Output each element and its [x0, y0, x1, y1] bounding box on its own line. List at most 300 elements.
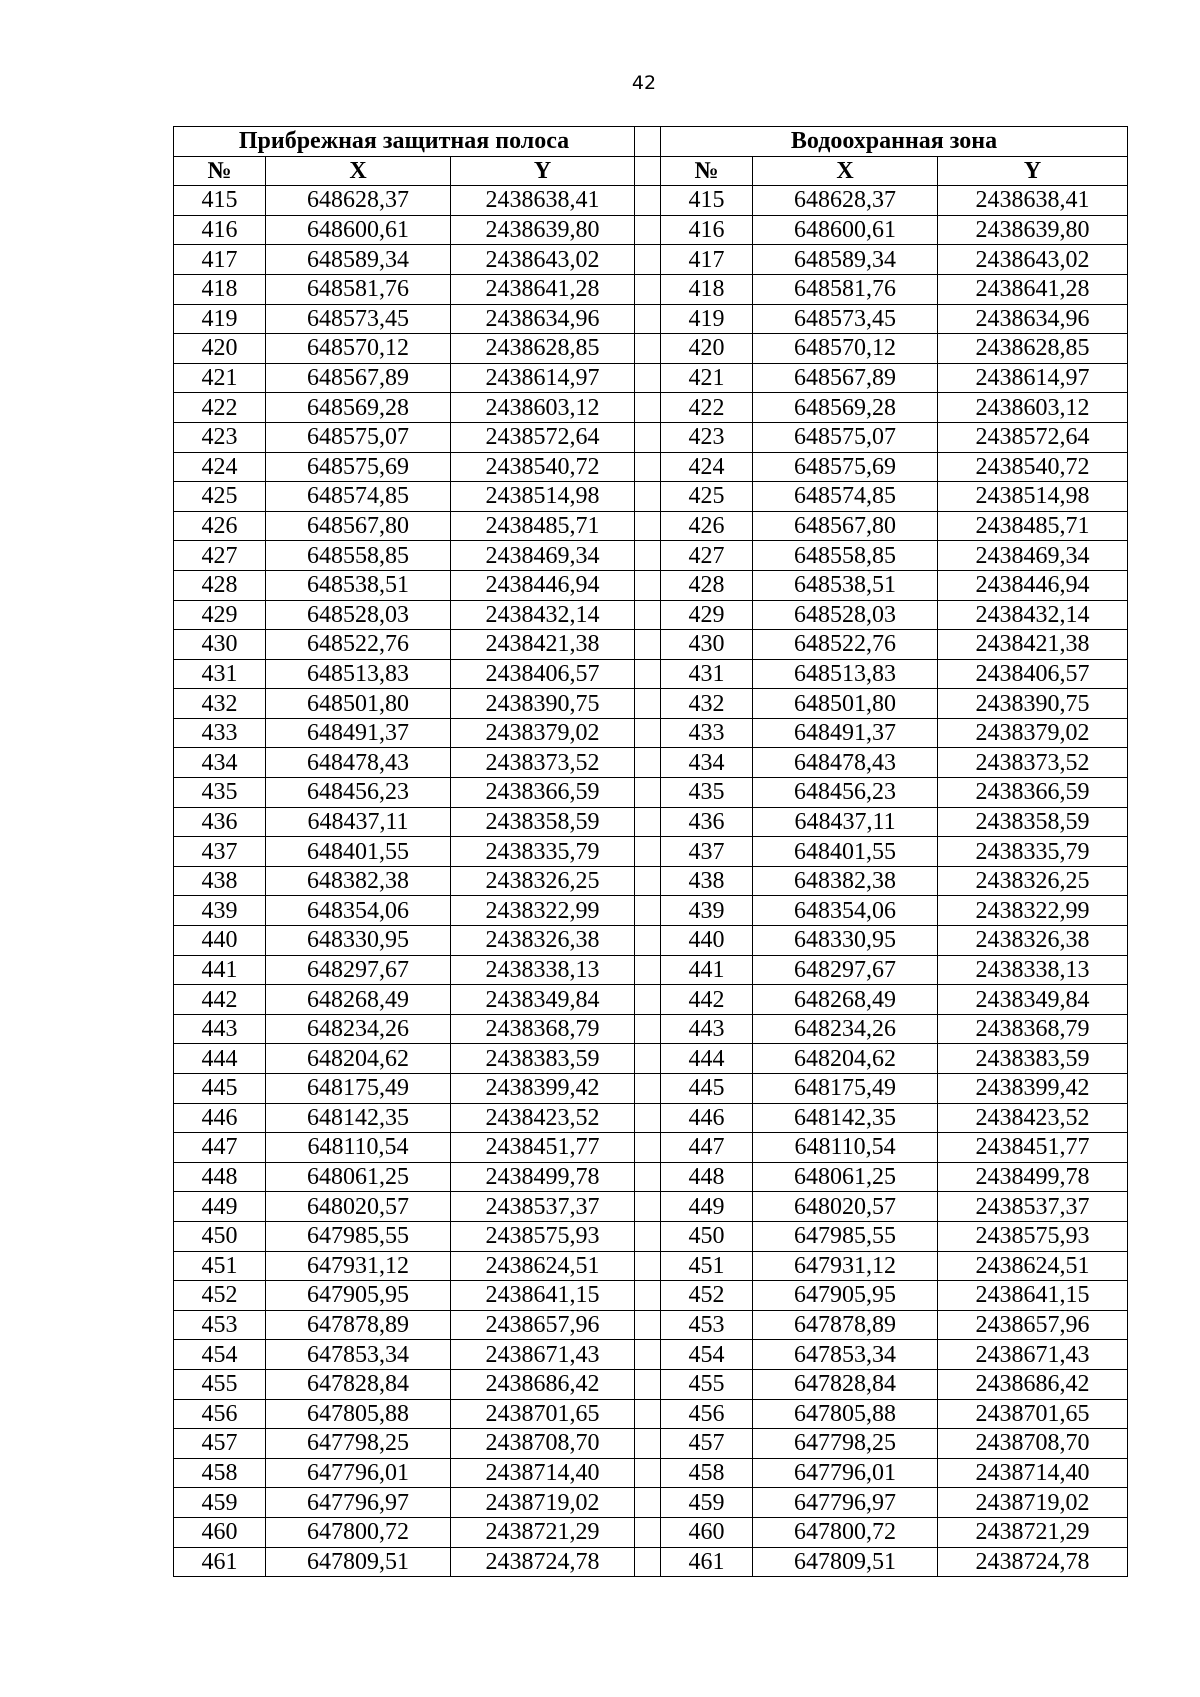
left-y-value: 2438628,85	[451, 334, 635, 364]
left-y-value: 2438423,52	[451, 1103, 635, 1133]
left-x-value: 647796,01	[266, 1458, 451, 1488]
left-point-number: 422	[174, 393, 266, 423]
left-x-value: 648297,67	[266, 955, 451, 985]
coordinates-table	[173, 126, 1128, 1577]
right-point-number: 446	[661, 1103, 753, 1133]
left-y-value: 2438383,59	[451, 1044, 635, 1074]
table-row	[174, 1369, 1128, 1399]
right-x-value: 648268,49	[753, 985, 938, 1015]
left-x-header: X	[266, 156, 451, 186]
column-gap	[635, 600, 661, 630]
left-y-value: 2438638,41	[451, 186, 635, 216]
left-y-value: 2438379,02	[451, 718, 635, 748]
left-y-value: 2438469,34	[451, 541, 635, 571]
left-y-value: 2438432,14	[451, 600, 635, 630]
left-x-value: 648501,80	[266, 689, 451, 719]
column-gap	[635, 807, 661, 837]
column-gap	[635, 570, 661, 600]
column-gap	[635, 1458, 661, 1488]
right-x-value: 647800,72	[753, 1517, 938, 1547]
left-point-number: 452	[174, 1281, 266, 1311]
right-x-value: 648574,85	[753, 482, 938, 512]
right-x-value: 648570,12	[753, 334, 938, 364]
right-point-number: 458	[661, 1458, 753, 1488]
right-y-value: 2438338,13	[938, 955, 1128, 985]
left-point-number: 449	[174, 1192, 266, 1222]
right-point-number: 460	[661, 1517, 753, 1547]
right-y-value: 2438368,79	[938, 1014, 1128, 1044]
right-y-value: 2438349,84	[938, 985, 1128, 1015]
left-y-value: 2438399,42	[451, 1074, 635, 1104]
water-protection-zone-title: Водоохранная зона	[661, 127, 1128, 157]
right-x-value: 648456,23	[753, 778, 938, 808]
left-x-value: 647985,55	[266, 1221, 451, 1251]
left-y-value: 2438719,02	[451, 1488, 635, 1518]
left-y-value: 2438634,96	[451, 304, 635, 334]
right-x-value: 647828,84	[753, 1369, 938, 1399]
column-gap	[635, 985, 661, 1015]
column-gap	[635, 127, 661, 157]
right-point-number: 455	[661, 1369, 753, 1399]
column-gap	[635, 482, 661, 512]
left-x-value: 648330,95	[266, 926, 451, 956]
left-y-value: 2438639,80	[451, 215, 635, 245]
left-point-number: 430	[174, 630, 266, 660]
column-gap	[635, 659, 661, 689]
left-x-value: 648456,23	[266, 778, 451, 808]
right-y-value: 2438628,85	[938, 334, 1128, 364]
right-y-value: 2438639,80	[938, 215, 1128, 245]
right-x-value: 647809,51	[753, 1547, 938, 1577]
right-y-value: 2438390,75	[938, 689, 1128, 719]
left-x-value: 648570,12	[266, 334, 451, 364]
right-y-value: 2438322,99	[938, 896, 1128, 926]
right-point-number: 461	[661, 1547, 753, 1577]
right-y-value: 2438721,29	[938, 1517, 1128, 1547]
left-point-number: 420	[174, 334, 266, 364]
left-y-value: 2438714,40	[451, 1458, 635, 1488]
table-row	[174, 689, 1128, 719]
right-x-header: X	[753, 156, 938, 186]
right-x-value: 647796,01	[753, 1458, 938, 1488]
right-x-value: 648401,55	[753, 837, 938, 867]
left-x-value: 647798,25	[266, 1429, 451, 1459]
right-x-value: 647805,88	[753, 1399, 938, 1429]
right-point-number: 438	[661, 866, 753, 896]
left-x-value: 647828,84	[266, 1369, 451, 1399]
right-x-value: 648234,26	[753, 1014, 938, 1044]
column-gap	[635, 955, 661, 985]
left-point-number: 461	[174, 1547, 266, 1577]
table-row	[174, 304, 1128, 334]
left-point-number: 428	[174, 570, 266, 600]
table-row	[174, 422, 1128, 452]
right-x-value: 648297,67	[753, 955, 938, 985]
right-y-value: 2438399,42	[938, 1074, 1128, 1104]
left-point-number: 424	[174, 452, 266, 482]
left-x-value: 647796,97	[266, 1488, 451, 1518]
column-gap	[635, 304, 661, 334]
right-y-value: 2438537,37	[938, 1192, 1128, 1222]
left-point-number: 421	[174, 363, 266, 393]
left-x-value: 648061,25	[266, 1162, 451, 1192]
right-y-value: 2438701,65	[938, 1399, 1128, 1429]
right-point-number: 447	[661, 1133, 753, 1163]
left-point-number: 444	[174, 1044, 266, 1074]
table-row	[174, 1044, 1128, 1074]
left-x-value: 648401,55	[266, 837, 451, 867]
left-x-value: 648478,43	[266, 748, 451, 778]
right-point-number: 434	[661, 748, 753, 778]
right-y-value: 2438421,38	[938, 630, 1128, 660]
left-x-value: 648569,28	[266, 393, 451, 423]
right-point-number: 436	[661, 807, 753, 837]
table-row	[174, 452, 1128, 482]
table-row	[174, 1517, 1128, 1547]
column-gap	[635, 748, 661, 778]
column-gap	[635, 1014, 661, 1044]
table-row	[174, 482, 1128, 512]
right-point-number: 454	[661, 1340, 753, 1370]
table-row	[174, 985, 1128, 1015]
right-point-number: 425	[661, 482, 753, 512]
right-point-number: 440	[661, 926, 753, 956]
left-num-header: №	[174, 156, 266, 186]
column-gap	[635, 215, 661, 245]
right-point-number: 443	[661, 1014, 753, 1044]
column-gap	[635, 1340, 661, 1370]
left-y-value: 2438406,57	[451, 659, 635, 689]
right-point-number: 430	[661, 630, 753, 660]
column-gap	[635, 541, 661, 571]
right-y-value: 2438335,79	[938, 837, 1128, 867]
right-y-value: 2438643,02	[938, 245, 1128, 275]
right-x-value: 648354,06	[753, 896, 938, 926]
column-gap	[635, 1044, 661, 1074]
right-point-number: 418	[661, 274, 753, 304]
left-x-value: 648600,61	[266, 215, 451, 245]
right-x-value: 648437,11	[753, 807, 938, 837]
right-point-number: 450	[661, 1221, 753, 1251]
right-x-value: 648575,07	[753, 422, 938, 452]
right-point-number: 419	[661, 304, 753, 334]
right-point-number: 449	[661, 1192, 753, 1222]
column-gap	[635, 1429, 661, 1459]
left-y-value: 2438721,29	[451, 1517, 635, 1547]
left-y-value: 2438724,78	[451, 1547, 635, 1577]
right-x-value: 647985,55	[753, 1221, 938, 1251]
left-point-number: 448	[174, 1162, 266, 1192]
column-gap	[635, 393, 661, 423]
left-y-value: 2438349,84	[451, 985, 635, 1015]
left-point-number: 450	[174, 1221, 266, 1251]
table-row	[174, 1162, 1128, 1192]
left-y-value: 2438701,65	[451, 1399, 635, 1429]
left-y-value: 2438485,71	[451, 511, 635, 541]
right-point-number: 457	[661, 1429, 753, 1459]
left-x-value: 648437,11	[266, 807, 451, 837]
right-point-number: 423	[661, 422, 753, 452]
table-row	[174, 659, 1128, 689]
column-gap	[635, 452, 661, 482]
table-row	[174, 630, 1128, 660]
left-x-value: 648538,51	[266, 570, 451, 600]
right-point-number: 420	[661, 334, 753, 364]
column-gap	[635, 245, 661, 275]
left-x-value: 647809,51	[266, 1547, 451, 1577]
table-row	[174, 334, 1128, 364]
right-x-value: 648501,80	[753, 689, 938, 719]
right-y-value: 2438624,51	[938, 1251, 1128, 1281]
left-point-number: 417	[174, 245, 266, 275]
left-x-value: 648204,62	[266, 1044, 451, 1074]
table-row	[174, 1014, 1128, 1044]
right-y-value: 2438724,78	[938, 1547, 1128, 1577]
column-gap	[635, 866, 661, 896]
right-x-value: 648513,83	[753, 659, 938, 689]
left-y-value: 2438499,78	[451, 1162, 635, 1192]
column-gap	[635, 1547, 661, 1577]
left-y-value: 2438671,43	[451, 1340, 635, 1370]
table-row	[174, 1133, 1128, 1163]
right-y-value: 2438686,42	[938, 1369, 1128, 1399]
right-x-value: 648522,76	[753, 630, 938, 660]
left-x-value: 648491,37	[266, 718, 451, 748]
table-body	[174, 186, 1128, 1577]
table-title-row	[174, 127, 1128, 157]
table-row	[174, 896, 1128, 926]
right-y-value: 2438358,59	[938, 807, 1128, 837]
right-x-value: 648330,95	[753, 926, 938, 956]
left-x-value: 647805,88	[266, 1399, 451, 1429]
right-y-value: 2438641,15	[938, 1281, 1128, 1311]
right-y-value: 2438485,71	[938, 511, 1128, 541]
left-point-number: 439	[174, 896, 266, 926]
table-row	[174, 837, 1128, 867]
column-gap	[635, 1251, 661, 1281]
column-gap	[635, 1103, 661, 1133]
right-y-value: 2438540,72	[938, 452, 1128, 482]
left-point-number: 440	[174, 926, 266, 956]
left-x-value: 648268,49	[266, 985, 451, 1015]
right-x-value: 648061,25	[753, 1162, 938, 1192]
left-x-value: 648567,89	[266, 363, 451, 393]
right-x-value: 648175,49	[753, 1074, 938, 1104]
right-point-number: 448	[661, 1162, 753, 1192]
left-y-value: 2438572,64	[451, 422, 635, 452]
left-point-number: 455	[174, 1369, 266, 1399]
right-point-number: 424	[661, 452, 753, 482]
table-row	[174, 570, 1128, 600]
coastal-strip-title: Прибрежная защитная полоса	[174, 127, 635, 157]
left-y-value: 2438322,99	[451, 896, 635, 926]
right-y-value: 2438423,52	[938, 1103, 1128, 1133]
right-point-number: 437	[661, 837, 753, 867]
left-x-value: 648382,38	[266, 866, 451, 896]
left-y-header: Y	[451, 156, 635, 186]
right-point-number: 452	[661, 1281, 753, 1311]
column-gap	[635, 926, 661, 956]
column-gap	[635, 778, 661, 808]
table-row	[174, 1103, 1128, 1133]
table-row	[174, 1458, 1128, 1488]
right-y-value: 2438708,70	[938, 1429, 1128, 1459]
right-point-number: 421	[661, 363, 753, 393]
column-gap	[635, 1399, 661, 1429]
column-gap	[635, 422, 661, 452]
left-point-number: 457	[174, 1429, 266, 1459]
left-point-number: 456	[174, 1399, 266, 1429]
left-x-value: 647800,72	[266, 1517, 451, 1547]
right-point-number: 429	[661, 600, 753, 630]
left-x-value: 648234,26	[266, 1014, 451, 1044]
right-x-value: 647905,95	[753, 1281, 938, 1311]
column-gap	[635, 274, 661, 304]
table-row	[174, 718, 1128, 748]
right-point-number: 415	[661, 186, 753, 216]
left-x-value: 648581,76	[266, 274, 451, 304]
table-row	[174, 215, 1128, 245]
left-y-value: 2438326,25	[451, 866, 635, 896]
right-y-value: 2438499,78	[938, 1162, 1128, 1192]
column-gap	[635, 896, 661, 926]
right-x-value: 648567,89	[753, 363, 938, 393]
right-y-value: 2438638,41	[938, 186, 1128, 216]
right-y-value: 2438366,59	[938, 778, 1128, 808]
left-x-value: 648574,85	[266, 482, 451, 512]
left-point-number: 423	[174, 422, 266, 452]
table-row	[174, 600, 1128, 630]
left-x-value: 648110,54	[266, 1133, 451, 1163]
right-x-value: 648573,45	[753, 304, 938, 334]
left-point-number: 443	[174, 1014, 266, 1044]
left-x-value: 648020,57	[266, 1192, 451, 1222]
right-y-value: 2438514,98	[938, 482, 1128, 512]
column-gap	[635, 630, 661, 660]
right-y-value: 2438641,28	[938, 274, 1128, 304]
right-y-value: 2438432,14	[938, 600, 1128, 630]
table-row	[174, 1399, 1128, 1429]
left-x-value: 647878,89	[266, 1310, 451, 1340]
right-x-value: 648600,61	[753, 215, 938, 245]
left-x-value: 648628,37	[266, 186, 451, 216]
left-y-value: 2438358,59	[451, 807, 635, 837]
right-point-number: 433	[661, 718, 753, 748]
right-y-value: 2438714,40	[938, 1458, 1128, 1488]
right-x-value: 648569,28	[753, 393, 938, 423]
left-y-value: 2438326,38	[451, 926, 635, 956]
left-point-number: 425	[174, 482, 266, 512]
right-y-value: 2438634,96	[938, 304, 1128, 334]
table-row	[174, 393, 1128, 423]
left-point-number: 419	[174, 304, 266, 334]
right-point-number: 428	[661, 570, 753, 600]
right-y-value: 2438719,02	[938, 1488, 1128, 1518]
table-row	[174, 1547, 1128, 1577]
left-x-value: 647905,95	[266, 1281, 451, 1311]
column-gap	[635, 837, 661, 867]
right-x-value: 647853,34	[753, 1340, 938, 1370]
right-y-value: 2438671,43	[938, 1340, 1128, 1370]
right-x-value: 648628,37	[753, 186, 938, 216]
table-row	[174, 778, 1128, 808]
left-x-value: 648142,35	[266, 1103, 451, 1133]
left-x-value: 648354,06	[266, 896, 451, 926]
table-row	[174, 1251, 1128, 1281]
right-num-header: №	[661, 156, 753, 186]
right-x-value: 647798,25	[753, 1429, 938, 1459]
right-x-value: 648538,51	[753, 570, 938, 600]
table-row	[174, 1340, 1128, 1370]
right-x-value: 648478,43	[753, 748, 938, 778]
right-x-value: 648581,76	[753, 274, 938, 304]
left-point-number: 429	[174, 600, 266, 630]
right-point-number: 453	[661, 1310, 753, 1340]
left-point-number: 446	[174, 1103, 266, 1133]
right-point-number: 416	[661, 215, 753, 245]
right-y-value: 2438451,77	[938, 1133, 1128, 1163]
left-x-value: 648513,83	[266, 659, 451, 689]
table-row	[174, 245, 1128, 275]
left-y-value: 2438335,79	[451, 837, 635, 867]
left-point-number: 459	[174, 1488, 266, 1518]
right-x-value: 648382,38	[753, 866, 938, 896]
table-row	[174, 511, 1128, 541]
left-y-value: 2438338,13	[451, 955, 635, 985]
right-x-value: 648575,69	[753, 452, 938, 482]
column-gap	[635, 363, 661, 393]
table-row	[174, 926, 1128, 956]
right-y-value: 2438469,34	[938, 541, 1128, 571]
right-x-value: 648142,35	[753, 1103, 938, 1133]
column-gap	[635, 1192, 661, 1222]
right-point-number: 422	[661, 393, 753, 423]
left-y-value: 2438373,52	[451, 748, 635, 778]
right-point-number: 427	[661, 541, 753, 571]
left-point-number: 434	[174, 748, 266, 778]
left-point-number: 415	[174, 186, 266, 216]
column-gap	[635, 511, 661, 541]
right-y-value: 2438326,25	[938, 866, 1128, 896]
right-x-value: 648110,54	[753, 1133, 938, 1163]
right-y-value: 2438572,64	[938, 422, 1128, 452]
right-point-number: 451	[661, 1251, 753, 1281]
right-y-value: 2438446,94	[938, 570, 1128, 600]
left-x-value: 648575,07	[266, 422, 451, 452]
table-row	[174, 955, 1128, 985]
right-x-value: 647796,97	[753, 1488, 938, 1518]
left-y-value: 2438390,75	[451, 689, 635, 719]
left-y-value: 2438643,02	[451, 245, 635, 275]
right-x-value: 648020,57	[753, 1192, 938, 1222]
right-x-value: 648491,37	[753, 718, 938, 748]
right-point-number: 445	[661, 1074, 753, 1104]
column-gap	[635, 1369, 661, 1399]
left-x-value: 647931,12	[266, 1251, 451, 1281]
left-point-number: 436	[174, 807, 266, 837]
column-gap	[635, 1162, 661, 1192]
left-point-number: 460	[174, 1517, 266, 1547]
table-row	[174, 866, 1128, 896]
right-point-number: 442	[661, 985, 753, 1015]
left-point-number: 441	[174, 955, 266, 985]
left-y-value: 2438641,15	[451, 1281, 635, 1311]
table-row	[174, 1221, 1128, 1251]
right-y-value: 2438575,93	[938, 1221, 1128, 1251]
right-y-value: 2438657,96	[938, 1310, 1128, 1340]
left-y-value: 2438514,98	[451, 482, 635, 512]
table-row	[174, 1429, 1128, 1459]
